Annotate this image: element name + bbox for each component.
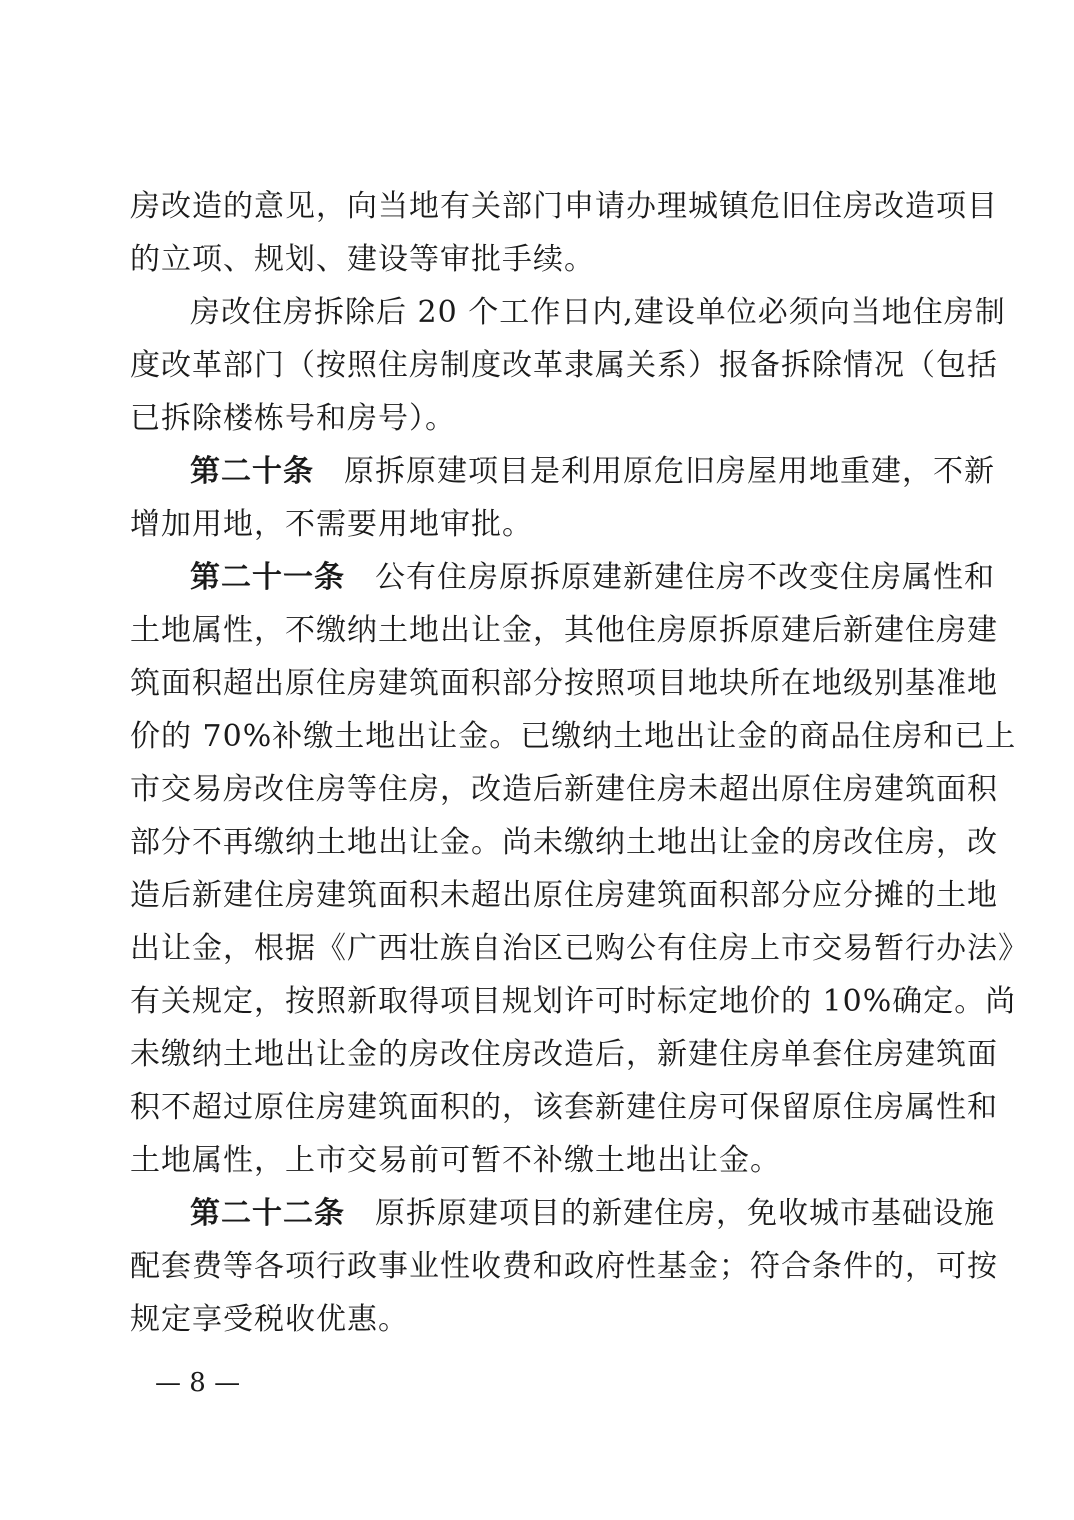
text-line: 房改造的意见，向当地有关部门申请办理城镇危旧住房改造项目 [130, 189, 998, 224]
article-22 [130, 1187, 998, 1346]
text-line [130, 445, 995, 498]
text-line: 配套费等各项行政事业性收费和政府性基金；符合条件的，可按 [130, 1249, 998, 1284]
text-line: 规定享受税收优惠。 [130, 1302, 409, 1337]
text-line: 造后新建住房建筑面积未超出原住房建筑面积部分应分摊的土地 [130, 878, 998, 913]
text-line: 度改革部门（按照住房制度改革隶属关系）报备拆除情况（包括 [130, 348, 998, 383]
text-line: 价的 70%补缴土地出让金。已缴纳土地出让金的商品住房和已上 [130, 719, 1017, 754]
text-line: 土地属性，上市交易前可暂不补缴土地出让金。 [130, 1143, 781, 1178]
document-body [130, 180, 1029, 1346]
paragraph [130, 286, 1006, 445]
text-line: 部分不再缴纳土地出让金。尚未缴纳土地出让金的房改住房，改 [130, 825, 998, 860]
article-21 [130, 551, 1029, 1187]
article-text: 公有住房原拆原建新建住房不改变住房属性和 [375, 560, 995, 595]
article-20 [130, 445, 995, 551]
text-line: 市交易房改住房等住房，改造后新建住房未超出原住房建筑面积 [130, 772, 998, 807]
text-line: 出让金，根据《广西壮族自治区已购公有住房上市交易暂行办法》 [130, 931, 1029, 966]
text-line: 房改住房拆除后 20 个工作日内,建设单位必须向当地住房制 [190, 295, 1006, 330]
text-line: 筑面积超出原住房建筑面积部分按照项目地块所在地级别基准地 [130, 666, 998, 701]
paragraph [130, 180, 998, 286]
text-line: 增加用地，不需要用地审批。 [130, 507, 533, 542]
text-line: 土地属性，不缴纳土地出让金，其他住房原拆原建后新建住房建 [130, 613, 998, 648]
text-line [130, 551, 995, 604]
text-line: 未缴纳土地出让金的房改住房改造后，新建住房单套住房建筑面 [130, 1037, 998, 1072]
text-line: 有关规定，按照新取得项目规划许可时标定地价的 10%确定。尚 [130, 984, 1017, 1019]
article-text: 原拆原建项目的新建住房，免收城市基础设施 [375, 1196, 995, 1231]
article-heading: 第二十条 [190, 454, 314, 489]
text-line: 已拆除楼栋号和房号）。 [130, 401, 456, 436]
text-line [130, 1187, 995, 1240]
text-line: 的立项、规划、建设等审批手续。 [130, 242, 595, 277]
article-heading: 第二十二条 [190, 1196, 345, 1231]
page-number: — 8 — [155, 1368, 241, 1398]
text-line: 积不超过原住房建筑面积的，该套新建住房可保留原住房属性和 [130, 1090, 998, 1125]
article-text: 原拆原建项目是利用原危旧房屋用地重建，不新 [344, 454, 995, 489]
article-heading: 第二十一条 [190, 560, 345, 595]
